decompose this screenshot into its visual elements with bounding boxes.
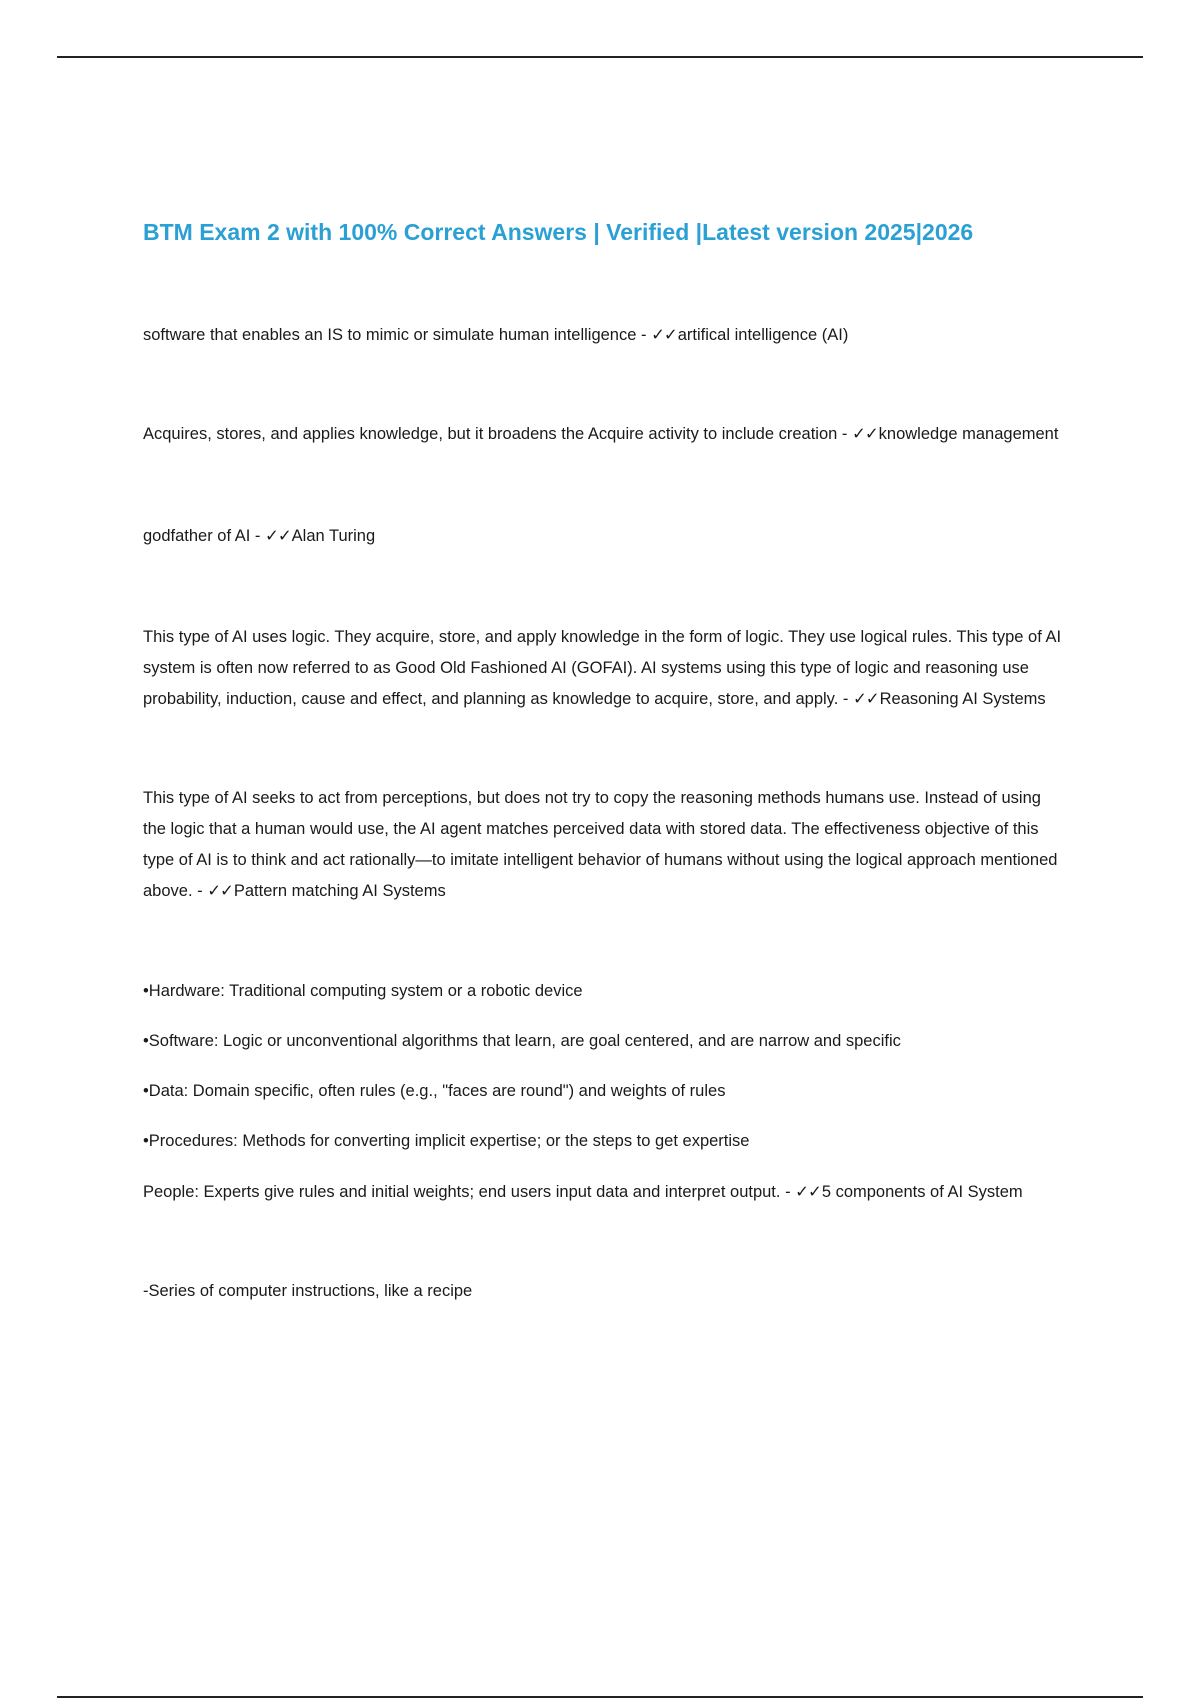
answer-text: Pattern matching AI Systems [233,882,446,900]
qa-entry [143,419,1068,450]
document-title: BTM Exam 2 with 100% Correct Answers | Verified |Latest version 2025|2026 [143,219,974,245]
question-text: software that enables an IS to mimic or simulate human intelligence [143,326,637,344]
checkmark-icon: ✓✓ [207,882,233,900]
answer-text: Reasoning AI Systems [879,690,1046,708]
answer-text: knowledge management [878,425,1059,443]
question-text: Acquires, stores, and applies knowledge, but it broadens the Acquire activity to include creation [143,425,838,443]
top-rule [57,56,1143,58]
question-text: godfather of AI [143,527,251,545]
qa-entry [143,521,1068,552]
checkmark-icon: ✓✓ [852,425,878,443]
answer-text: Alan Turing [291,527,376,545]
qa-entry [143,1177,1068,1208]
qa-entry [143,622,1068,715]
qa-entry: -Series of computer instructions, like a recipe [143,1282,473,1300]
answer-text: artifical intelligence (AI) [677,326,849,344]
component-bullet: •Data: Domain specific, often rules (e.g., "faces are round") and weights of rules [143,1082,726,1100]
component-bullet: •Software: Logic or unconventional algorithms that learn, are goal centered, and are narrow and specific [143,1032,901,1050]
checkmark-icon: ✓✓ [852,690,879,708]
qa-entry [143,783,1068,907]
bottom-rule [57,1696,1143,1698]
question-text: This type of AI uses logic. They acquire, store, and apply knowledge in the form of logic. They use logical rules. This type of AI system is often now referred to as Good Old Fashioned AI (GOFAI). AI systems using this type of logic and reasoning use probability, induction, cause and effect, and planning as knowledge to acquire, store, and apply. [143,628,1062,708]
answer-text: 5 components of AI System [821,1183,1023,1201]
separator: - [837,425,852,443]
checkmark-icon: ✓✓ [795,1183,821,1201]
component-bullet: •Hardware: Traditional computing system or a robotic device [143,982,583,1000]
question-text: This type of AI seeks to act from perceptions, but does not try to copy the reasoning methods humans use. Instead of using the logic that a human would use, the AI agent matches perceived data with stored data. The effectiveness objective of this type of AI is to think and act rationally—to imitate intelligent behavior of humans without using the logical approach mentioned above. [143,789,1058,900]
qa-entry [143,320,1068,351]
document-body [143,216,1068,1307]
separator: - [250,527,266,545]
separator: - [838,690,853,708]
component-bullet: •Procedures: Methods for converting implicit expertise; or the steps to get expertise [143,1132,750,1150]
checkmark-icon: ✓✓ [265,527,291,545]
question-text: People: Experts give rules and initial weights; end users input data and interpret output. [143,1183,781,1201]
checkmark-icon: ✓✓ [651,326,677,344]
separator: - [780,1183,796,1201]
separator: - [636,326,652,344]
separator: - [192,882,208,900]
